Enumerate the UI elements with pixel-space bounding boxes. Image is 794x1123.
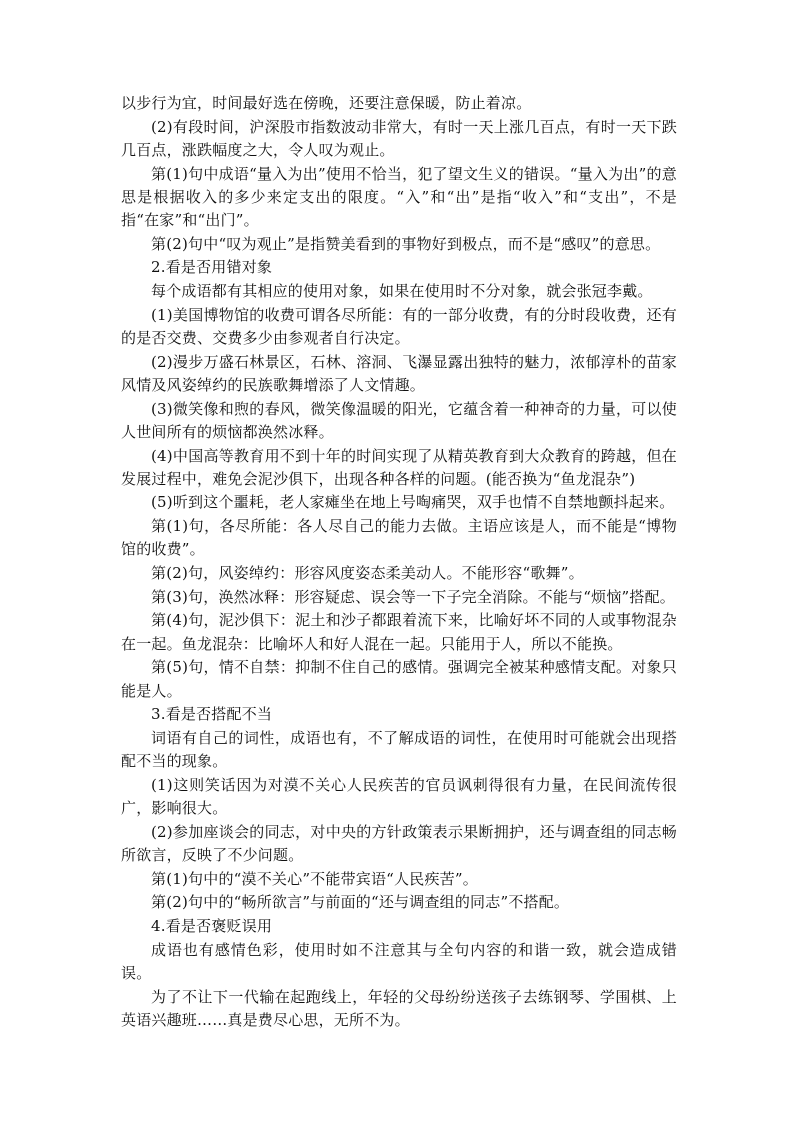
example-sentence: (2)参加座谈会的同志，对中央的方针政策表示果断拥护，还与调查组的同志畅所欲言，反映了不少问题。 (121, 822, 677, 864)
section-intro: 每个成语都有其相应的使用对象，如果在使用时不分对象，就会张冠李戴。 (151, 282, 653, 301)
analysis-paragraph: 第(3)句，涣然冰释：形容疑虑、误会等一下子完全消除。不能与“烦恼”搭配。 (151, 587, 675, 606)
example-sentence: 为了不让下一代输在起跑线上，年轻的父母纷纷送孩子去练钢琴、学围棋、上英语兴趣班……真是费尽心思，无所不为。 (121, 987, 677, 1029)
example-sentence: (1)美国博物馆的收费可谓各尽所能：有的一部分收费，有的分时段收费，还有的是否交费、交费多少由参观者自行决定。 (121, 305, 677, 348)
analysis-paragraph: 第(1)句中的“漠不关心”不能带宾语“人民疾苦”。 (151, 869, 478, 888)
example-sentence: (2)有段时间，沪深股市指数波动非常大，有时一天上涨几百点，有时一天下跌几百点，涨跌幅度之大，令人叹为观止。 (121, 117, 677, 159)
example-sentence: (1)这则笑话因为对漠不关心人民疾苦的官员讽刺得很有力量，在民间流传很广，影响很大。 (121, 775, 677, 818)
analysis-paragraph: 第(2)句中的“畅所欲言”与前面的“还与调查组的同志”不搭配。 (151, 893, 570, 912)
section-heading: 3.看是否搭配不当 (151, 705, 273, 724)
analysis-paragraph: 第(1)句中成语“量入为出”使用不恰当，犯了望文生义的错误。“量入为出”的意思是根据收入的多少来定支出的限度。“入”和“出”是指“收入”和“支出”，不是指“在家”和“出门”。 (121, 164, 677, 230)
example-sentence: (5)听到这个噩耗，老人家瘫坐在地上号啕痛哭，双手也情不自禁地颤抖起来。 (151, 493, 675, 512)
analysis-paragraph: 第(1)句，各尽所能：各人尽自己的能力去做。主语应该是人，而不能是“博物馆的收费”。 (121, 517, 677, 559)
section-heading: 4.看是否褒贬误用 (151, 917, 273, 936)
analysis-paragraph: 第(4)句，泥沙俱下：泥土和沙子都跟着流下来，比喻好坏不同的人或事物混杂在一起。鱼龙混杂：比喻坏人和好人混在一起。只能用于人，所以不能换。 (121, 611, 677, 653)
section-intro: 词语有自己的词性，成语也有，不了解成语的词性，在使用时可能就会出现搭配不当的现象。 (121, 728, 677, 771)
analysis-paragraph: 第(5)句，情不自禁：抑制不住自己的感情。强调完全被某种感情支配。对象只能是人。 (121, 658, 677, 700)
analysis-paragraph: 第(2)句中“叹为观止”是指赞美看到的事物好到极点，而不是“感叹”的意思。 (151, 234, 661, 253)
paragraph-continuation: 以步行为宜，时间最好选在傍晚，还要注意保暖，防止着凉。 (121, 94, 532, 112)
document-body (121, 92, 677, 1033)
section-heading: 2.看是否用错对象 (151, 258, 273, 277)
section-intro: 成语也有感情色彩，使用时如不注意其与全句内容的和谐一致，就会造成错误。 (121, 940, 677, 983)
example-sentence: (2)漫步万盛石林景区，石林、溶洞、飞瀑显露出独特的魅力，浓郁淳朴的苗家风情及风姿绰约的民族歌舞增添了人文情趣。 (121, 352, 677, 394)
analysis-paragraph: 第(2)句，风姿绰约：形容风度姿态柔美动人。不能形容“歌舞”。 (151, 564, 584, 583)
example-sentence: (3)微笑像和煦的春风，微笑像温暖的阳光，它蕴含着一种神奇的力量，可以使人世间所有的烦恼都涣然冰释。 (121, 399, 677, 441)
example-sentence: (4)中国高等教育用不到十年的时间实现了从精英教育到大众教育的跨越，但在发展过程中，难免会泥沙俱下，出现各种各样的问题。(能否换为“鱼龙混杂”) (121, 446, 677, 488)
